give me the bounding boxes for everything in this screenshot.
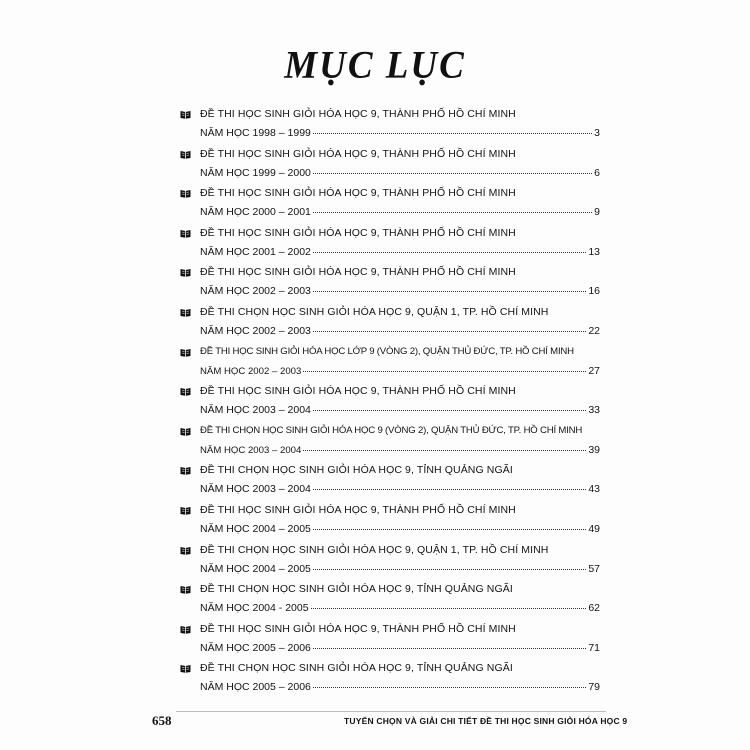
entry-page-number: 33 [588,404,600,417]
toc-entry[interactable] [176,144,606,184]
dot-leader [313,687,586,688]
entry-title: ĐỀ THI HỌC SINH GIỎI HÓA HỌC LỚP 9 (VÒNG 2), QUẬN THỦ ĐỨC, TP. HỒ CHÍ MINH [200,345,574,357]
toc-entry[interactable] [176,223,606,263]
entry-school-year: NĂM HỌC 1998 – 1999 [200,127,311,139]
entry-school-year: NĂM HỌC 2005 – 2006 [200,641,311,654]
table-of-contents [176,104,606,698]
dot-leader [313,489,586,490]
open-book-icon [180,229,191,238]
page-title: MỤC LỤC [284,43,466,88]
toc-entry[interactable] [176,460,606,500]
entry-title: ĐỀ THI HỌC SINH GIỎI HÓA HỌC 9, THÀNH PHỐ HỒ CHÍ MINH [200,108,516,120]
footer-divider [176,711,606,712]
entry-page-number: 27 [588,364,600,377]
entry-school-year: NĂM HỌC 2003 – 2004 [200,404,311,417]
toc-entry[interactable] [176,421,606,461]
entry-school-year: NĂM HỌC 2002 – 2003 [200,365,302,377]
footer-page-number: 658 [152,713,172,728]
dot-leader [313,529,586,530]
dot-leader [303,371,586,372]
entry-page-number: 6 [594,166,600,179]
entry-title: ĐỀ THI HỌC SINH GIỎI HÓA HỌC 9, THÀNH PHỐ HỒ CHÍ MINH [200,147,516,160]
entry-page-number: 3 [594,127,600,139]
entry-title: ĐỀ THI CHỌN HỌC SINH GIỎI HÓA HỌC 9, TỈNH QUẢNG NGÃI [200,464,513,477]
open-book-icon [180,585,191,594]
dot-leader [313,569,586,570]
running-footer-title: TUYỂN CHỌN VÀ GIẢI CHI TIẾT ĐỀ THI HỌC SINH GIỎI HÓA HỌC 9 [344,716,628,726]
dot-leader [303,450,586,451]
entry-page-number: 79 [588,681,600,694]
entry-page-number: 43 [588,483,600,496]
open-book-icon [180,546,191,555]
entry-title: ĐỀ THI HỌC SINH GIỎI HÓA HỌC 9, THÀNH PHỐ HỒ CHÍ MINH [200,226,516,239]
entry-school-year: NĂM HỌC 1999 – 2000 [200,166,311,179]
open-book-icon [180,466,191,475]
toc-entry[interactable] [176,540,606,580]
entry-page-number: 16 [588,285,600,298]
entry-school-year: NĂM HỌC 2005 – 2006 [200,681,311,694]
entry-title: ĐỀ THI HỌC SINH GIỎI HÓA HỌC 9, THÀNH PHỐ HỒ CHÍ MINH [200,385,516,398]
open-book-icon [180,625,191,634]
entry-page-number: 49 [588,522,600,535]
open-book-icon [180,387,191,396]
entry-school-year: NĂM HỌC 2002 – 2003 [200,285,311,298]
dot-leader [311,608,587,609]
entry-title: ĐỀ THI CHỌN HỌC SINH GIỎI HÓA HỌC 9, QUẬN 1, TP. HỒ CHÍ MINH [200,543,549,556]
entry-page-number: 39 [588,443,600,456]
entry-title: ĐỀ THI CHỌN HỌC SINH GIỎI HÓA HỌC 9, TỈNH QUẢNG NGÃI [200,583,513,596]
open-book-icon [180,427,191,436]
entry-title: ĐỀ THI CHỌN HỌC SINH GIỎI HÓA HỌC 9, QUẬN 1, TP. HỒ CHÍ MINH [200,305,549,318]
dot-leader [313,173,592,174]
entry-title: ĐỀ THI HỌC SINH GIỎI HÓA HỌC 9, THÀNH PHỐ HỒ CHÍ MINH [200,622,516,635]
entry-school-year: NĂM HỌC 2004 - 2005 [200,602,309,615]
entry-school-year: NĂM HỌC 2001 – 2002 [200,245,311,258]
toc-entry[interactable] [176,619,606,659]
open-book-icon [180,110,191,119]
toc-entry[interactable] [176,500,606,540]
entry-school-year: NĂM HỌC 2004 – 2005 [200,522,311,535]
toc-entry[interactable] [176,342,606,382]
entry-school-year: NĂM HỌC 2003 – 2004 [200,444,302,456]
entry-title: ĐỀ THI HỌC SINH GIỎI HÓA HỌC 9, THÀNH PHỐ HỒ CHÍ MINH [200,266,516,279]
toc-entry[interactable] [176,183,606,223]
entry-school-year: NĂM HỌC 2000 – 2001 [200,206,311,219]
entry-page-number: 13 [588,245,600,258]
dot-leader [313,212,592,213]
entry-school-year: NĂM HỌC 2003 – 2004 [200,483,311,496]
entry-page-number: 22 [588,324,600,337]
entry-title: ĐỀ THI HỌC SINH GIỎI HÓA HỌC 9, THÀNH PHỐ HỒ CHÍ MINH [200,187,516,200]
open-book-icon [180,308,191,317]
entry-page-number: 57 [588,562,600,575]
entry-school-year: NĂM HỌC 2002 – 2003 [200,324,311,337]
dot-leader [313,410,586,411]
open-book-icon [180,268,191,277]
dot-leader [313,331,586,332]
dot-leader [313,648,586,649]
open-book-icon [180,348,191,357]
entry-page-number: 9 [594,206,600,219]
toc-entry[interactable] [176,262,606,302]
entry-page-number: 62 [588,602,600,615]
open-book-icon [180,150,191,159]
dot-leader [313,133,592,134]
entry-title: ĐỀ THI CHỌN HỌC SINH GIỎI HÓA HỌC 9 (VÒNG 2), QUẬN THỦ ĐỨC, TP. HỒ CHÍ MINH [200,424,583,436]
toc-entry[interactable] [176,579,606,619]
toc-entry[interactable] [176,658,606,698]
toc-entry[interactable] [176,302,606,342]
toc-entry[interactable] [176,104,606,144]
entry-title: ĐỀ THI HỌC SINH GIỎI HÓA HỌC 9, THÀNH PHỐ HỒ CHÍ MINH [200,503,516,516]
entry-page-number: 71 [588,641,600,654]
open-book-icon [180,664,191,673]
dot-leader [313,291,586,292]
dot-leader [313,252,586,253]
toc-entry[interactable] [176,381,606,421]
entry-school-year: NĂM HỌC 2004 – 2005 [200,562,311,575]
open-book-icon [180,189,191,198]
open-book-icon [180,506,191,515]
entry-title: ĐỀ THI CHỌN HỌC SINH GIỎI HÓA HỌC 9, TỈNH QUẢNG NGÃI [200,662,513,675]
